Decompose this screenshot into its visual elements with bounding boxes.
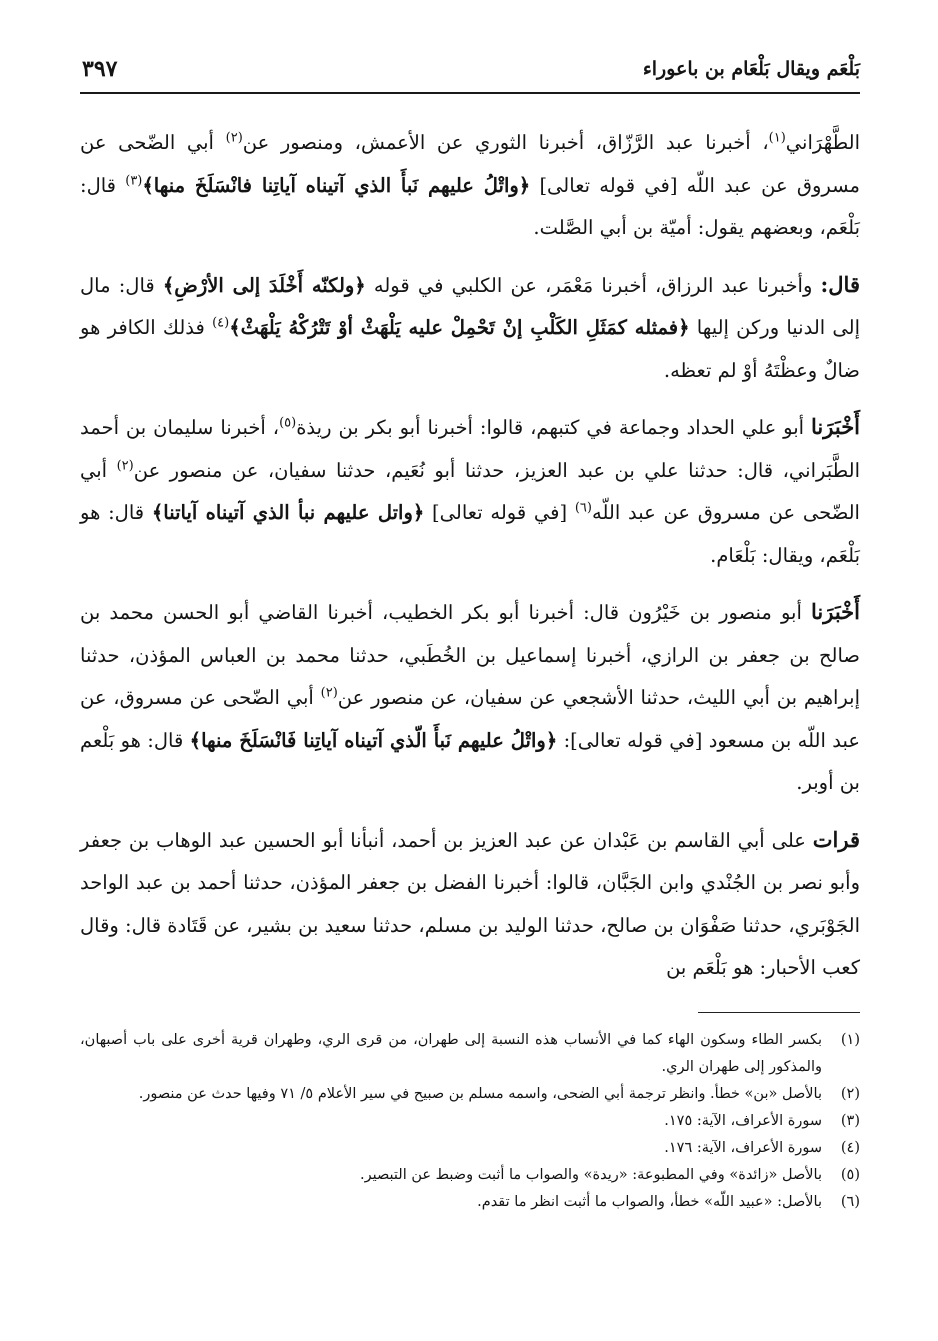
footnote-number: (٢) — [840, 1085, 860, 1102]
footnote-marker: (٢) — [225, 130, 243, 146]
footnote — [80, 1189, 860, 1216]
text-run: فذلك الكافر هو ضالٌ وعظْتَهُ أوْ لم تعظه. — [80, 316, 860, 382]
footnote-number: (١) — [840, 1031, 860, 1048]
text-run: أبو منصور بن خَيْرُون قال: أخبرنا أبو بكر الخطيب، أخبرنا القاضي أبو الحسن محمد بن صالح بن جعفر بن الرازي، أخبرنا إسماعيل بن الخُطَبي، حدثنا محمد بن العباس المؤذن، حدثنا إبراهيم بن أبي الليث، حدثنا الأشجعي عن سفيان، عن منصور عن — [80, 601, 860, 709]
main-text — [80, 122, 860, 990]
paragraph-lead-word: قرات — [812, 826, 860, 852]
paragraph-lead-word: قال: — [820, 271, 860, 297]
book-page — [80, 52, 860, 1216]
text-run: أبي الضّحى عن مسروق عن عبد اللّه [في قوله تعالى] — [80, 131, 860, 197]
footnote — [80, 1081, 860, 1108]
paragraph-lead-word: أَخْبَرَنا — [811, 599, 860, 624]
footnote-number: (٤) — [840, 1139, 860, 1156]
footnote-text: بالأصل «زائدة» وفي المطبوعة: «ريدة» والصواب ما أثبت وضبط عن التبصير. — [360, 1166, 822, 1183]
footnote-text: بالأصل: «عبيد اللّه» خطأ، والصواب ما أثبت انظر ما تقدم. — [477, 1193, 822, 1210]
footnote-number: (٥) — [840, 1166, 860, 1183]
quran-verse: ﴿واتل عليهم نبأ الذي آتيناه آياتنا﴾ — [151, 501, 425, 524]
page-number: ٣٩٧ — [82, 56, 118, 82]
footnote — [80, 1135, 860, 1162]
text-run: وأخبرنا عبد الرزاق، أخبرنا مَعْمَر، عن الكلبي في قوله — [365, 273, 821, 297]
footnote-marker: (٦) — [574, 500, 592, 516]
page-header — [80, 52, 860, 94]
footnote-marker: (٢) — [320, 685, 338, 701]
paragraph — [80, 122, 860, 250]
text-run: قال: هو بَلْعَم، ويقال: بَلْعَام. — [80, 501, 860, 567]
footnote-text: بكسر الطاء وسكون الهاء كما في الأنساب هذه النسبة إلى طهران، من قرى الري، وطهران قرية أخرى على باب أصبهان، والمذكور إلى طهران الري. — [80, 1031, 822, 1075]
footnote — [80, 1162, 860, 1189]
text-run: على أبي القاسم بن عَبْدان عن عبد العزيز بن أحمد، أنبأنا أبو الحسين عبد الوهاب بن جعفر وأبو نصر بن الجُنْدي وابن الجَبَّان، قالوا: أخبرنا الفضل بن جعفر المؤذن، حدثنا أحمد بن عبد الواحد الجَوْبَري، حدثنا صَفْوَان بن صالح، حدثنا الوليد بن مسلم، حدثنا سعيد بن بشير، عن قَتَادة قال: وقال كعب الأحبار: هو بَلْعَم بن — [80, 828, 860, 979]
quran-verse: ﴿فمثله كمَثَلِ الكَلْبِ إنْ تَحْمِلْ عليه يَلْهَثْ أوْ تَتْرُكْهُ يَلْهَثْ﴾ — [229, 316, 690, 339]
paragraph-lead-word: أَخْبَرَنا — [811, 414, 861, 439]
text-run: ، أخبرنا عبد الرَّزّاق، أخبرنا الثوري عن الأعمش، ومنصور عن — [242, 131, 769, 154]
paragraph — [80, 819, 860, 990]
text-run: أبو علي الحداد وجماعة في كتبهم، قالوا: أخبرنا أبو بكر بن ريذة — [296, 416, 812, 439]
footnote-marker: (١) — [768, 130, 786, 146]
paragraph — [80, 591, 860, 805]
text-run: ، أخبرنا سليمان بن أحمد الطَّبَراني، قال: حدثنا علي بن عبد العزيز، حدثنا أبو نُعَيم، حدثنا سفيان، عن منصور عن — [80, 416, 860, 482]
footnote-text: سورة الأعراف، الآية: ١٧٥. — [664, 1112, 822, 1129]
text-run: قال: مال إلى الدنيا وركن إليها — [80, 273, 861, 339]
footnote-number: (٦) — [840, 1193, 860, 1210]
footnote-marker: (٢) — [116, 458, 134, 473]
text-run: أبي الضّحى عن مسروق عن عبد اللّه — [80, 458, 860, 524]
text-run: قال: بَلْعَم، وبعضهم يقول: أميّة بن أبي الصَّلت. — [80, 173, 860, 239]
quran-verse: ﴿واتْلُ عليهم نَبأَ الّذي آتيناه آياتِنا فَانْسَلَخَ منها﴾ — [189, 728, 558, 752]
text-run: قال: هو بَلْعم بن أوبر. — [80, 728, 860, 794]
footnote-text: سورة الأعراف، الآية: ١٧٦. — [664, 1139, 822, 1156]
footnote — [80, 1108, 860, 1135]
footnote-marker: (٤) — [212, 315, 230, 331]
footnote-number: (٣) — [840, 1112, 860, 1129]
text-run: الطَّهْرَاني — [785, 131, 860, 154]
footnote-marker: (٥) — [279, 415, 297, 431]
quran-verse: ﴿ولكنّه أَخْلَدَ إلى الأرْضِ﴾ — [162, 273, 366, 297]
text-run: [في قوله تعالى] — [424, 501, 575, 524]
footnote — [80, 1027, 860, 1081]
footnotes — [80, 1027, 860, 1216]
footnote-marker: (٣) — [125, 173, 143, 188]
quran-verse: ﴿واتْلُ عليهم نَبأَ الذي آتيناه آياتِنا فانْسَلَخَ منها﴾ — [142, 173, 531, 197]
footnote-separator — [698, 1012, 860, 1013]
running-title: بَلْعَم ويقال بَلْعَام بن باعوراء — [642, 58, 860, 80]
text-run: أبي الضّحى عن مسروق، عن عبد اللّه بن مسعود [في قوله تعالى]: — [80, 686, 861, 752]
paragraph — [80, 406, 860, 577]
footnote-text: بالأصل «بن» خطأ. وانظر ترجمة أبي الضحى، واسمه مسلم بن صبيح في سير الأعلام ٥/ ٧١ وفيها حدث عن منصور. — [138, 1085, 822, 1102]
paragraph — [80, 264, 860, 393]
